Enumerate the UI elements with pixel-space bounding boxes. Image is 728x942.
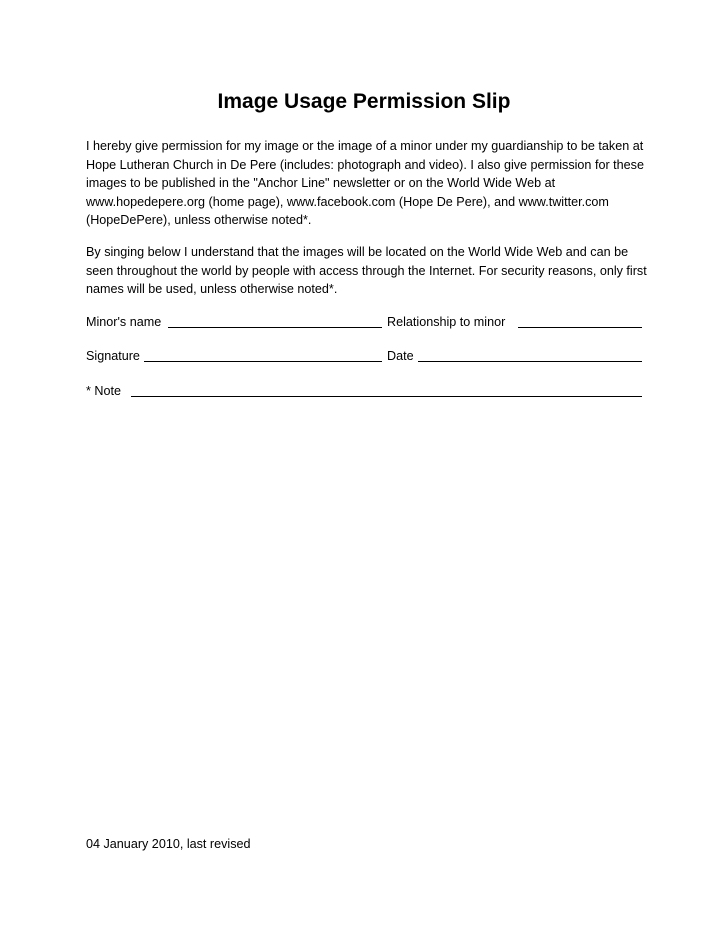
note-field[interactable] <box>131 396 642 397</box>
minors-name-label: Minor's name <box>86 315 162 329</box>
relationship-label: Relationship to minor <box>387 315 506 329</box>
relationship-field[interactable] <box>518 327 642 328</box>
document-title: Image Usage Permission Slip <box>217 90 511 113</box>
revision-date: 04 January 2010, last revised <box>86 837 251 851</box>
minors-name-field[interactable] <box>168 327 382 328</box>
signature-field[interactable] <box>144 361 382 362</box>
note-label: * Note <box>86 384 122 398</box>
signature-label: Signature <box>86 349 140 363</box>
date-label: Date <box>387 349 414 363</box>
disclaimer-paragraph: By singing below I understand that the images will be located on the World Wide Web and can be seen throughout the world by people with access through the Internet. For security reasons, only first names will be used, unless otherwise noted*. <box>86 245 647 297</box>
date-field[interactable] <box>418 361 642 362</box>
permission-paragraph: I hereby give permission for my image or the image of a minor under my guardianship to be taken at Hope Lutheran Church in De Pere (includes: photograph and video). I also give permission for these images to be published in the "Anchor Line" newsletter or on the World Wide Web at www.hopedepere.org (home page), www.facebook.com (Hope De Pere), and www.twitter.com (HopeDePere), unless otherwise noted*. <box>86 139 644 228</box>
